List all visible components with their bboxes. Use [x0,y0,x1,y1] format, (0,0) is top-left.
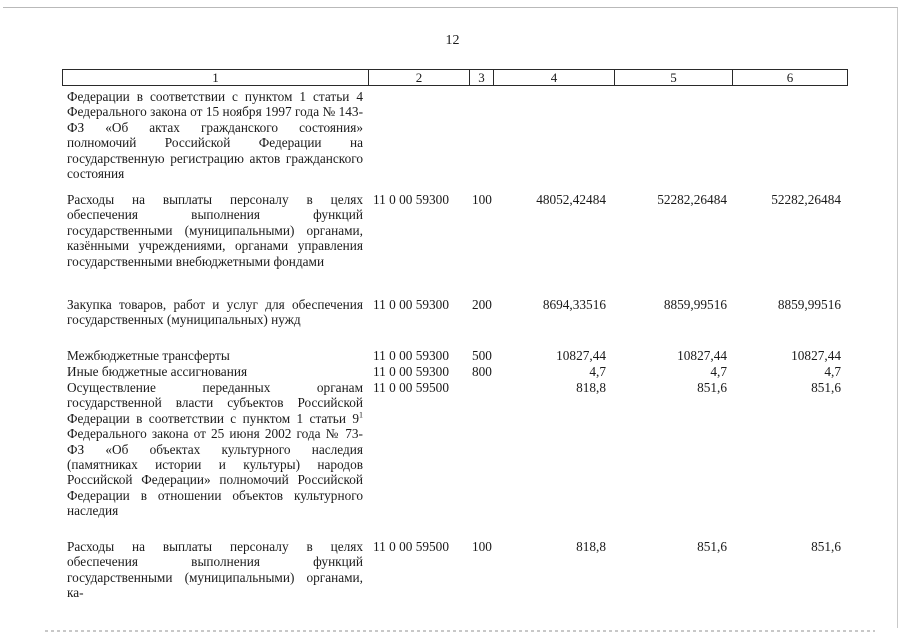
row-description-text-continued: Федерального закона от 25 июня 2002 года № 73-ФЗ «Об объектах культурного наследия (памятниках истории и культуры) народов Российской Федерации» полномочий Российской Федерации в отношении объектов культурного наследия [67,426,363,519]
row-description-text: Осуществление переданных органам государственной власти субъектов Российской Федерации в соответствии с пунктом 1 статьи 9 [67,380,363,426]
row-amount-year2: 52282,26484 [657,192,727,207]
row-amount-year2: 10827,44 [677,348,727,363]
row-expense-type: 200 [472,297,492,312]
row-amount-year1: 818,8 [576,380,606,395]
row-amount-year3: 52282,26484 [771,192,841,207]
header-col-6: 6 [786,70,794,85]
row-amount-year2: 851,6 [697,539,727,554]
row-description: Федерации в соответствии с пунктом 1 статьи 4 Федерального закона от 15 ноября 1997 года № 143-ФЗ «Об актах гражданского состояния» полномочий Российской Федерации на государственную регистрацию актов гражданского состояния [67,89,363,182]
row-amount-year2: 4,7 [710,364,727,379]
row-description: Межбюджетные трансферты [67,348,230,363]
scan-artifact-line [45,630,875,632]
header-col-5: 5 [615,70,733,85]
row-description: Закупка товаров, работ и услуг для обеспечения государственных (муниципальных) нужд [67,297,363,328]
row-amount-year2: 851,6 [697,380,727,395]
row-code: 11 0 00 59500 [373,539,449,554]
row-amount-year2: 8859,99516 [663,297,727,312]
row-amount-year3: 4,7 [824,364,841,379]
row-amount-year1: 10827,44 [556,348,606,363]
row-amount-year1: 48052,42484 [536,192,606,207]
header-col-1: 1 [63,70,369,85]
table-header [62,69,848,86]
row-amount-year3: 8859,99516 [777,297,841,312]
row-description: Расходы на выплаты персоналу в целях обеспечения выполнения функций государственными (муниципальными) органами, казёнными учреждениями, органами управления государственными внебюджетными фондами [67,192,363,269]
row-expense-type: 100 [472,539,492,554]
row-expense-type: 500 [472,348,492,363]
header-col-4: 4 [494,70,615,85]
row-description: Расходы на выплаты персоналу в целях обеспечения выполнения функций государственными (муниципальными) органами, ка- [67,539,363,601]
row-description-superscript: 1 [359,410,363,420]
row-expense-type: 100 [472,192,492,207]
row-code: 11 0 00 59300 [373,364,449,379]
header-col-3: 3 [470,70,494,85]
row-code: 11 0 00 59300 [373,348,449,363]
header-col-2: 2 [369,70,470,85]
row-description: Иные бюджетные ассигнования [67,364,248,379]
row-amount-year3: 851,6 [811,539,841,554]
row-amount-year1: 4,7 [589,364,606,379]
row-code: 11 0 00 59300 [373,297,449,312]
row-expense-type: 800 [472,364,492,379]
page-number: 12 [445,33,460,48]
row-amount-year1: 8694,33516 [542,297,606,312]
row-code: 11 0 00 59500 [373,380,449,395]
row-description [67,380,363,519]
row-amount-year3: 10827,44 [791,348,841,363]
row-code: 11 0 00 59300 [373,192,449,207]
row-amount-year1: 818,8 [576,539,606,554]
row-amount-year3: 851,6 [811,380,841,395]
